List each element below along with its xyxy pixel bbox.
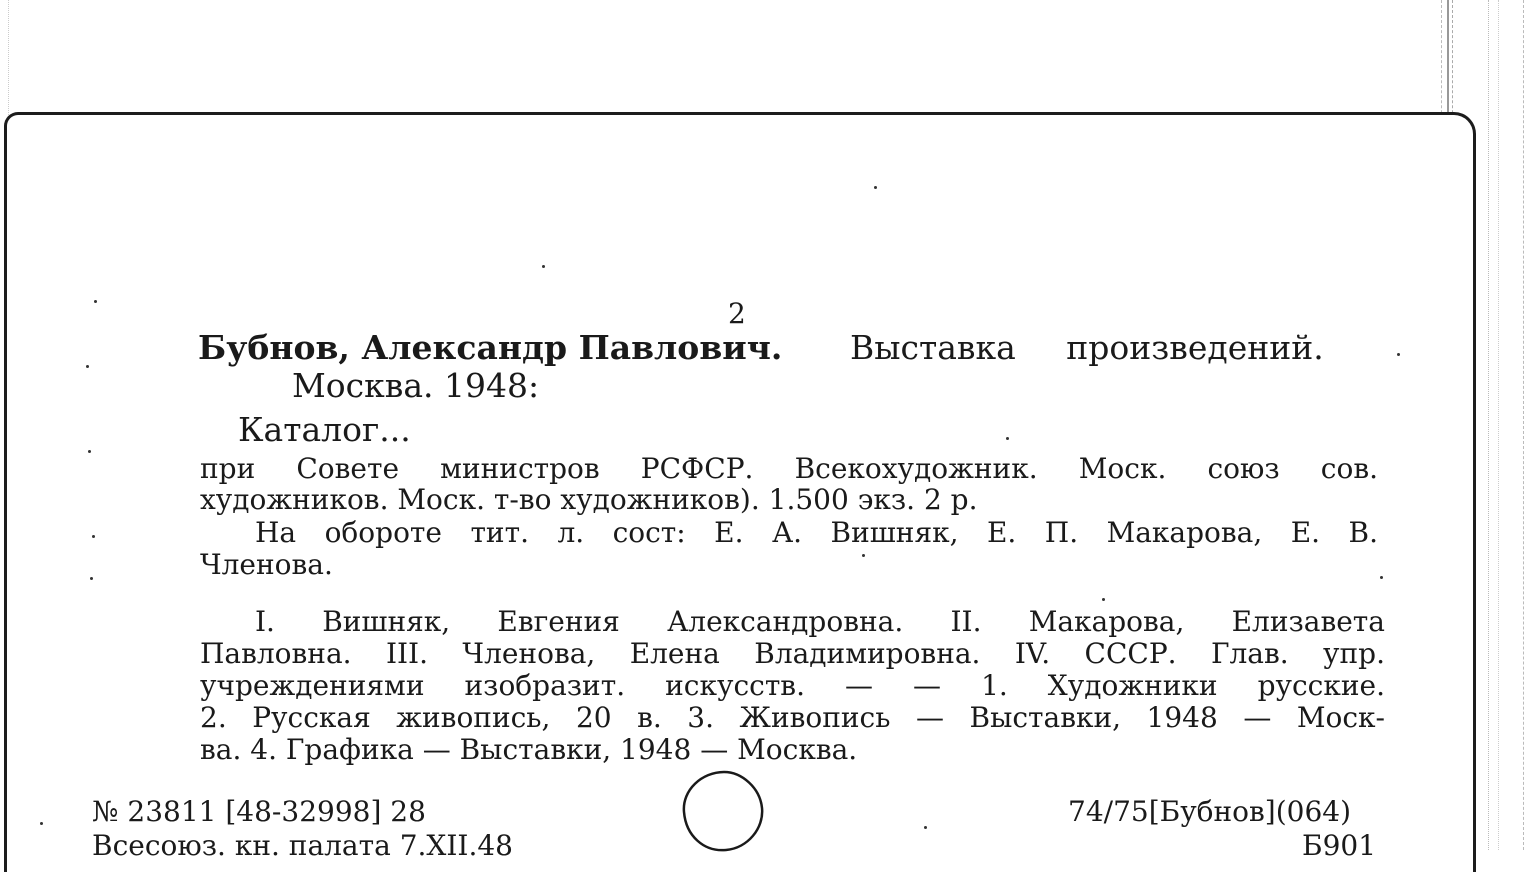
card-subtitle: Каталог... [238, 410, 411, 449]
book-chamber-note: Всесоюз. кн. палата 7.XII.48 [92, 829, 513, 862]
scan-speck [88, 450, 91, 453]
scan-speck [40, 822, 43, 825]
scan-edge-line [1498, 0, 1499, 850]
shelf-mark: Б901 [1302, 829, 1377, 862]
note-line: На обороте тит. л. сост: Е. А. Вишняк, Е. П. Макарова, Е. В. [255, 516, 1378, 549]
card-number: 2 [728, 297, 746, 330]
scan-speck [874, 186, 877, 189]
scan-speck [92, 535, 95, 538]
scan-edge-line [1523, 0, 1524, 850]
note-line: Членова. [200, 548, 333, 581]
scan-speck [1006, 437, 1009, 440]
tracing-line: ва. 4. Графика — Выставки, 1948 — Москва. [200, 733, 858, 766]
scan-speck [1380, 576, 1383, 579]
tracing-line: Павловна. III. Членова, Елена Владимировна. IV. СССР. Глав. упр. [200, 637, 1385, 670]
punch-hole [676, 766, 772, 856]
classification-index: 74/75[Бубнов](064) [1068, 795, 1352, 828]
tracing-line: учреждениями изобразит. искусств. — — 1. Художники русские. [200, 669, 1385, 702]
card-title: Выставка произведений. [850, 328, 1324, 367]
scan-speck [90, 577, 93, 580]
registration-number: № 23811 [48-32998] 28 [92, 795, 426, 828]
scan-speck [94, 300, 97, 303]
scan-speck [1102, 598, 1105, 601]
scan-speck [924, 826, 927, 829]
tracing-line: 2. Русская живопись, 20 в. 3. Живопись — Выставки, 1948 — Моск- [200, 701, 1385, 734]
scan-speck [862, 554, 865, 557]
scan-speck [86, 365, 89, 368]
scan-edge-line [1488, 0, 1489, 850]
tracing-line: I. Вишняк, Евгения Александровна. II. Макарова, Елизавета [255, 605, 1385, 638]
scan-speck [1397, 353, 1400, 356]
card-place-year: Москва. 1948: [292, 366, 540, 405]
imprint-line: художников. Моск. т-во художников). 1.500 экз. 2 р. [200, 483, 978, 516]
imprint-line: при Совете министров РСФСР. Всекохудожник. Моск. союз сов. [200, 452, 1378, 485]
scan-speck [542, 265, 545, 268]
scan-edge-line [8, 0, 9, 115]
card-author: Бубнов, Александр Павлович. [198, 328, 783, 367]
